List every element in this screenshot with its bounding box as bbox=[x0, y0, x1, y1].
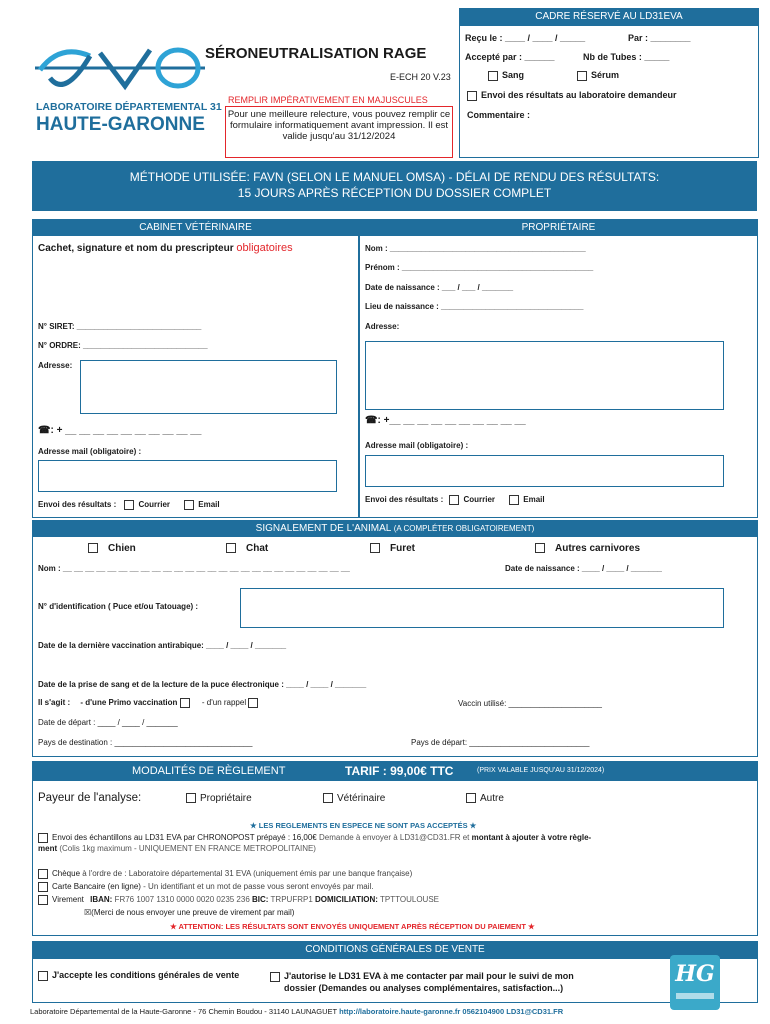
vet-header: CABINET VÉTÉRINAIRE bbox=[32, 219, 359, 236]
ordre-field[interactable]: N° ORDRE: ____________________________ bbox=[38, 341, 208, 350]
carte-label: Carte Bancaire (en ligne) bbox=[52, 882, 141, 892]
vet-courrier-checkbox[interactable] bbox=[124, 500, 134, 510]
method-line2: 15 JOURS APRÈS RÉCEPTION DU DOSSIER COMPLET bbox=[237, 186, 552, 200]
sang-label: Sang bbox=[502, 70, 525, 80]
vet-email-label: Email bbox=[198, 500, 220, 510]
accepted-by: Accepté par : ______ bbox=[465, 52, 555, 62]
animal-id-input[interactable] bbox=[240, 588, 724, 628]
cgv-accept bbox=[38, 970, 239, 981]
footer-url[interactable]: http://laboratoire.haute-garonne.fr bbox=[339, 1007, 461, 1016]
vaccin-type bbox=[38, 698, 262, 708]
departure-country-field[interactable]: Pays de départ: ___________________________ bbox=[411, 738, 590, 747]
payer-proprietaire[interactable] bbox=[186, 793, 252, 804]
vet-courrier-label: Courrier bbox=[138, 500, 171, 510]
payer-veterinaire-checkbox[interactable] bbox=[323, 793, 333, 803]
cheque-checkbox[interactable] bbox=[38, 869, 48, 879]
chronopost-amount: montant à ajouter à votre règle- bbox=[471, 833, 592, 842]
vet-cachet-text: Cachet, signature et nom du prescripteur bbox=[38, 243, 234, 254]
owner-envoi-label: Envoi des résultats : bbox=[365, 495, 444, 505]
payer-proprietaire-checkbox[interactable] bbox=[186, 793, 196, 803]
species-furet[interactable] bbox=[370, 543, 415, 554]
vet-email-checkbox[interactable] bbox=[184, 500, 194, 510]
autres-label: Autres carnivores bbox=[555, 543, 641, 554]
chronopost-text: Envoi des échantillons au LD31 EVA par CHRONOPOST prépayé : 16,00€ bbox=[52, 833, 317, 842]
page-title: SÉRONEUTRALISATION RAGE bbox=[205, 45, 427, 62]
vet-cachet bbox=[38, 242, 293, 254]
vet-mail-input[interactable] bbox=[38, 460, 337, 492]
chien-checkbox[interactable] bbox=[88, 543, 98, 553]
owner-mail-label: Adresse mail (obligatoire) : bbox=[365, 441, 469, 450]
envoi-lab-option[interactable] bbox=[467, 90, 677, 101]
footer-phone: 0562104900 bbox=[460, 1007, 507, 1016]
vet-phone-field[interactable]: ☎: + __ __ __ __ __ __ __ __ __ __ bbox=[38, 425, 202, 436]
method-line1: MÉTHODE UTILISÉE: FAVN (SELON LE MANUEL OMSA) - DÉLAI DE RENDU DES RÉSULTATS: bbox=[129, 170, 660, 184]
payer-veterinaire[interactable] bbox=[323, 793, 385, 804]
payment-title: MODALITÉS DE RÈGLEMENT bbox=[132, 765, 286, 777]
owner-courrier-label: Courrier bbox=[463, 495, 496, 505]
footer-address: Laboratoire Départemental de la Haute-Garonne - 76 Chemin Boudou - 31140 LAUNAGUET bbox=[30, 1007, 340, 1016]
species-chien[interactable] bbox=[88, 543, 136, 554]
cgv-autorise-line2: dossier (Demandes ou analyses complémentaires, satisfaction...) bbox=[284, 983, 564, 993]
owner-email-label: Email bbox=[523, 495, 545, 505]
rappel-label: - d'un rappel bbox=[201, 698, 247, 708]
bic-label: BIC: bbox=[252, 895, 269, 905]
owner-nom-field[interactable]: Nom : ____________________________________________ bbox=[365, 244, 586, 253]
owner-envoi bbox=[365, 495, 545, 505]
received-by: Par : ________ bbox=[628, 33, 691, 43]
preuve-note: ☒(Merci de nous envoyer une preuve de virement par mail) bbox=[84, 908, 295, 917]
lab-line: LABORATOIRE DÉPARTEMENTAL 31 bbox=[36, 101, 222, 113]
bic-value: TRPUFRP1 bbox=[268, 895, 315, 905]
tarif-validity: (PRIX VALABLE JUSQU'AU 31/12/2024) bbox=[477, 767, 605, 774]
owner-courrier-checkbox[interactable] bbox=[449, 495, 459, 505]
animal-name-field[interactable]: Nom : __ __ __ __ __ __ __ __ __ __ __ __ __ __ __ __ __ __ __ __ __ __ __ __ __ __ bbox=[38, 564, 350, 573]
cgv-autorise bbox=[270, 970, 574, 994]
notice-majuscules: REMPLIR IMPÉRATIVEMENT EN MAJUSCULES bbox=[228, 95, 428, 105]
vaccination-date-field[interactable]: Date de la dernière vaccination antirabique: ____ / ____ / _______ bbox=[38, 641, 287, 650]
payer-veterinaire-label: Vétérinaire bbox=[337, 793, 386, 804]
iban-label: IBAN: bbox=[90, 895, 113, 905]
cheque-text: à l'ordre de : Laboratoire départemental 31 EVA (uniquement émis par une banque française) bbox=[80, 869, 413, 879]
autres-checkbox[interactable] bbox=[535, 543, 545, 553]
siret-field[interactable]: N° SIRET: ____________________________ bbox=[38, 322, 202, 331]
chat-checkbox[interactable] bbox=[226, 543, 236, 553]
rappel-checkbox[interactable] bbox=[248, 698, 258, 708]
serum-option[interactable] bbox=[577, 70, 619, 81]
hg-logo-text: HG bbox=[675, 961, 715, 987]
eva-logo bbox=[30, 38, 210, 98]
cgv-autorise-line1: J'autorise le LD31 EVA à me contacter par mail pour le suivi de mon bbox=[284, 971, 574, 981]
iban-value: FR76 1007 1310 0000 0020 0235 236 bbox=[112, 895, 253, 905]
cgv-header: CONDITIONS GÉNÉRALES DE VENTE bbox=[32, 941, 758, 959]
form-ref: E-ECH 20 V.23 bbox=[390, 72, 451, 82]
chronopost-option bbox=[38, 832, 728, 854]
vaccin-field[interactable]: Vaccin utilisé: _____________________ bbox=[458, 699, 602, 708]
cgv-accept-label: J'accepte les conditions générales de vente bbox=[52, 970, 240, 980]
chat-label: Chat bbox=[246, 543, 269, 554]
virement-checkbox[interactable] bbox=[38, 895, 48, 905]
vet-address-label: Adresse: bbox=[38, 361, 73, 370]
serum-checkbox[interactable] bbox=[577, 71, 587, 81]
payer-proprietaire-label: Propriétaire bbox=[200, 793, 252, 804]
vet-mail-label: Adresse mail (obligatoire) : bbox=[38, 447, 142, 456]
cgv-autorise-checkbox[interactable] bbox=[270, 972, 280, 982]
sang-option[interactable] bbox=[488, 70, 524, 81]
prise-date-field[interactable]: Date de la prise de sang et de la lecture de la puce électronique : ____ / ____ / _______ bbox=[38, 680, 367, 689]
notice-text: Pour une meilleure relecture, vous pouvez remplir ce formulaire informatiquement avant impression. Il est valide jusqu'au 31/12/2024 bbox=[227, 109, 451, 142]
furet-checkbox[interactable] bbox=[370, 543, 380, 553]
hg-logo bbox=[670, 955, 720, 1010]
chronopost-checkbox[interactable] bbox=[38, 833, 48, 843]
species-chat[interactable] bbox=[226, 543, 268, 554]
owner-mail-input[interactable] bbox=[365, 455, 724, 487]
footer-email[interactable]: LD31@CD31.FR bbox=[506, 1007, 564, 1016]
animal-header-title: SIGNALEMENT DE L'ANIMAL bbox=[255, 523, 391, 534]
animal-birthdate-field[interactable]: Date de naissance : ____ / ____ / _______ bbox=[505, 564, 662, 573]
chronopost-limit: (Colis 1kg maximum - UNIQUEMENT EN FRANCE METROPOLITAINE) bbox=[57, 844, 316, 853]
carte-option bbox=[38, 882, 374, 892]
owner-email-checkbox[interactable] bbox=[509, 495, 519, 505]
serum-label: Sérum bbox=[591, 70, 620, 80]
carte-checkbox[interactable] bbox=[38, 882, 48, 892]
furet-label: Furet bbox=[390, 543, 415, 554]
payment-header bbox=[32, 761, 758, 781]
cheque-label: Chèque bbox=[52, 869, 81, 879]
domiciliation-value: TPTTOULOUSE bbox=[377, 895, 440, 905]
owner-header: PROPRIÉTAIRE bbox=[359, 219, 758, 236]
tarif: TARIF : 99,00€ TTC bbox=[345, 764, 454, 778]
owner-birthplace-field[interactable]: Lieu de naissance : ________________________________ bbox=[365, 302, 584, 311]
primo-label: - d'une Primo vaccination bbox=[80, 698, 178, 708]
sang-checkbox[interactable] bbox=[488, 71, 498, 81]
owner-address-label: Adresse: bbox=[365, 322, 400, 331]
cgv-accept-checkbox[interactable] bbox=[38, 971, 48, 981]
footer bbox=[30, 1007, 563, 1016]
attention-notice: ★ ATTENTION: LES RÉSULTATS SONT ENVOYÉS UNIQUEMENT APRÈS RÉCEPTION DU PAIEMENT ★ bbox=[170, 922, 535, 931]
owner-address-input[interactable] bbox=[365, 341, 724, 410]
depart-date-field[interactable]: Date de départ : ____ / ____ / _______ bbox=[38, 718, 178, 727]
animal-header-sub: (A COMPLÉTER OBLIGATOIREMENT) bbox=[393, 524, 535, 533]
cheque-option bbox=[38, 869, 412, 879]
payer-autre-checkbox[interactable] bbox=[466, 793, 476, 803]
envoi-lab-checkbox[interactable] bbox=[467, 91, 477, 101]
animal-header bbox=[32, 520, 758, 537]
reserved-frame bbox=[459, 8, 759, 158]
notice-box bbox=[225, 106, 453, 158]
vet-envoi bbox=[38, 500, 220, 510]
owner-prenom-field[interactable]: Prénom : ___________________________________________ bbox=[365, 263, 594, 272]
species-autres[interactable] bbox=[535, 543, 640, 554]
no-cash-notice: ★ LES REGLEMENTS EN ESPECE NE SONT PAS ACCEPTÉS ★ bbox=[250, 821, 477, 830]
carte-text: - Un identifiant et un mot de passe vous seront envoyés par mail. bbox=[140, 882, 374, 892]
sagit-label: Il s'agit : bbox=[38, 698, 71, 708]
domiciliation-label: DOMICILIATION: bbox=[315, 895, 378, 905]
owner-phone-field[interactable]: ☎: +__ __ __ __ __ __ __ __ __ __ bbox=[365, 415, 526, 426]
region-name: HAUTE-GARONNE bbox=[36, 114, 205, 135]
payer-autre[interactable] bbox=[466, 793, 504, 804]
payer-label: Payeur de l'analyse: bbox=[38, 792, 142, 804]
owner-birthdate-field[interactable]: Date de naissance : ___ / ___ / _______ bbox=[365, 283, 514, 292]
reserved-header: CADRE RÉSERVÉ AU LD31EVA bbox=[459, 8, 759, 26]
vet-envoi-label: Envoi des résultats : bbox=[38, 500, 117, 510]
vet-address-input[interactable] bbox=[80, 360, 337, 414]
vet-obligatoires: obligatoires bbox=[236, 242, 293, 254]
received-date: Reçu le : ____ / ____ / _____ bbox=[465, 33, 586, 43]
chronopost-request: Demande à envoyer à LD31@CD31.FR et bbox=[316, 833, 472, 842]
virement-label: Virement bbox=[52, 895, 84, 905]
animal-id-label: N° d'identification ( Puce et/ou Tatouage) : bbox=[38, 602, 199, 611]
payer-autre-label: Autre bbox=[480, 793, 504, 804]
chien-label: Chien bbox=[108, 543, 136, 554]
method-banner bbox=[32, 161, 757, 211]
envoi-lab-label: Envoi des résultats au laboratoire demandeur bbox=[481, 90, 677, 100]
commentaire-label: Commentaire : bbox=[467, 110, 531, 120]
primo-checkbox[interactable] bbox=[180, 698, 190, 708]
chronopost-ment: ment bbox=[38, 844, 58, 853]
tube-count: Nb de Tubes : _____ bbox=[583, 52, 670, 62]
destination-field[interactable]: Pays de destination : _______________________________ bbox=[38, 738, 253, 747]
virement-option bbox=[38, 895, 439, 905]
